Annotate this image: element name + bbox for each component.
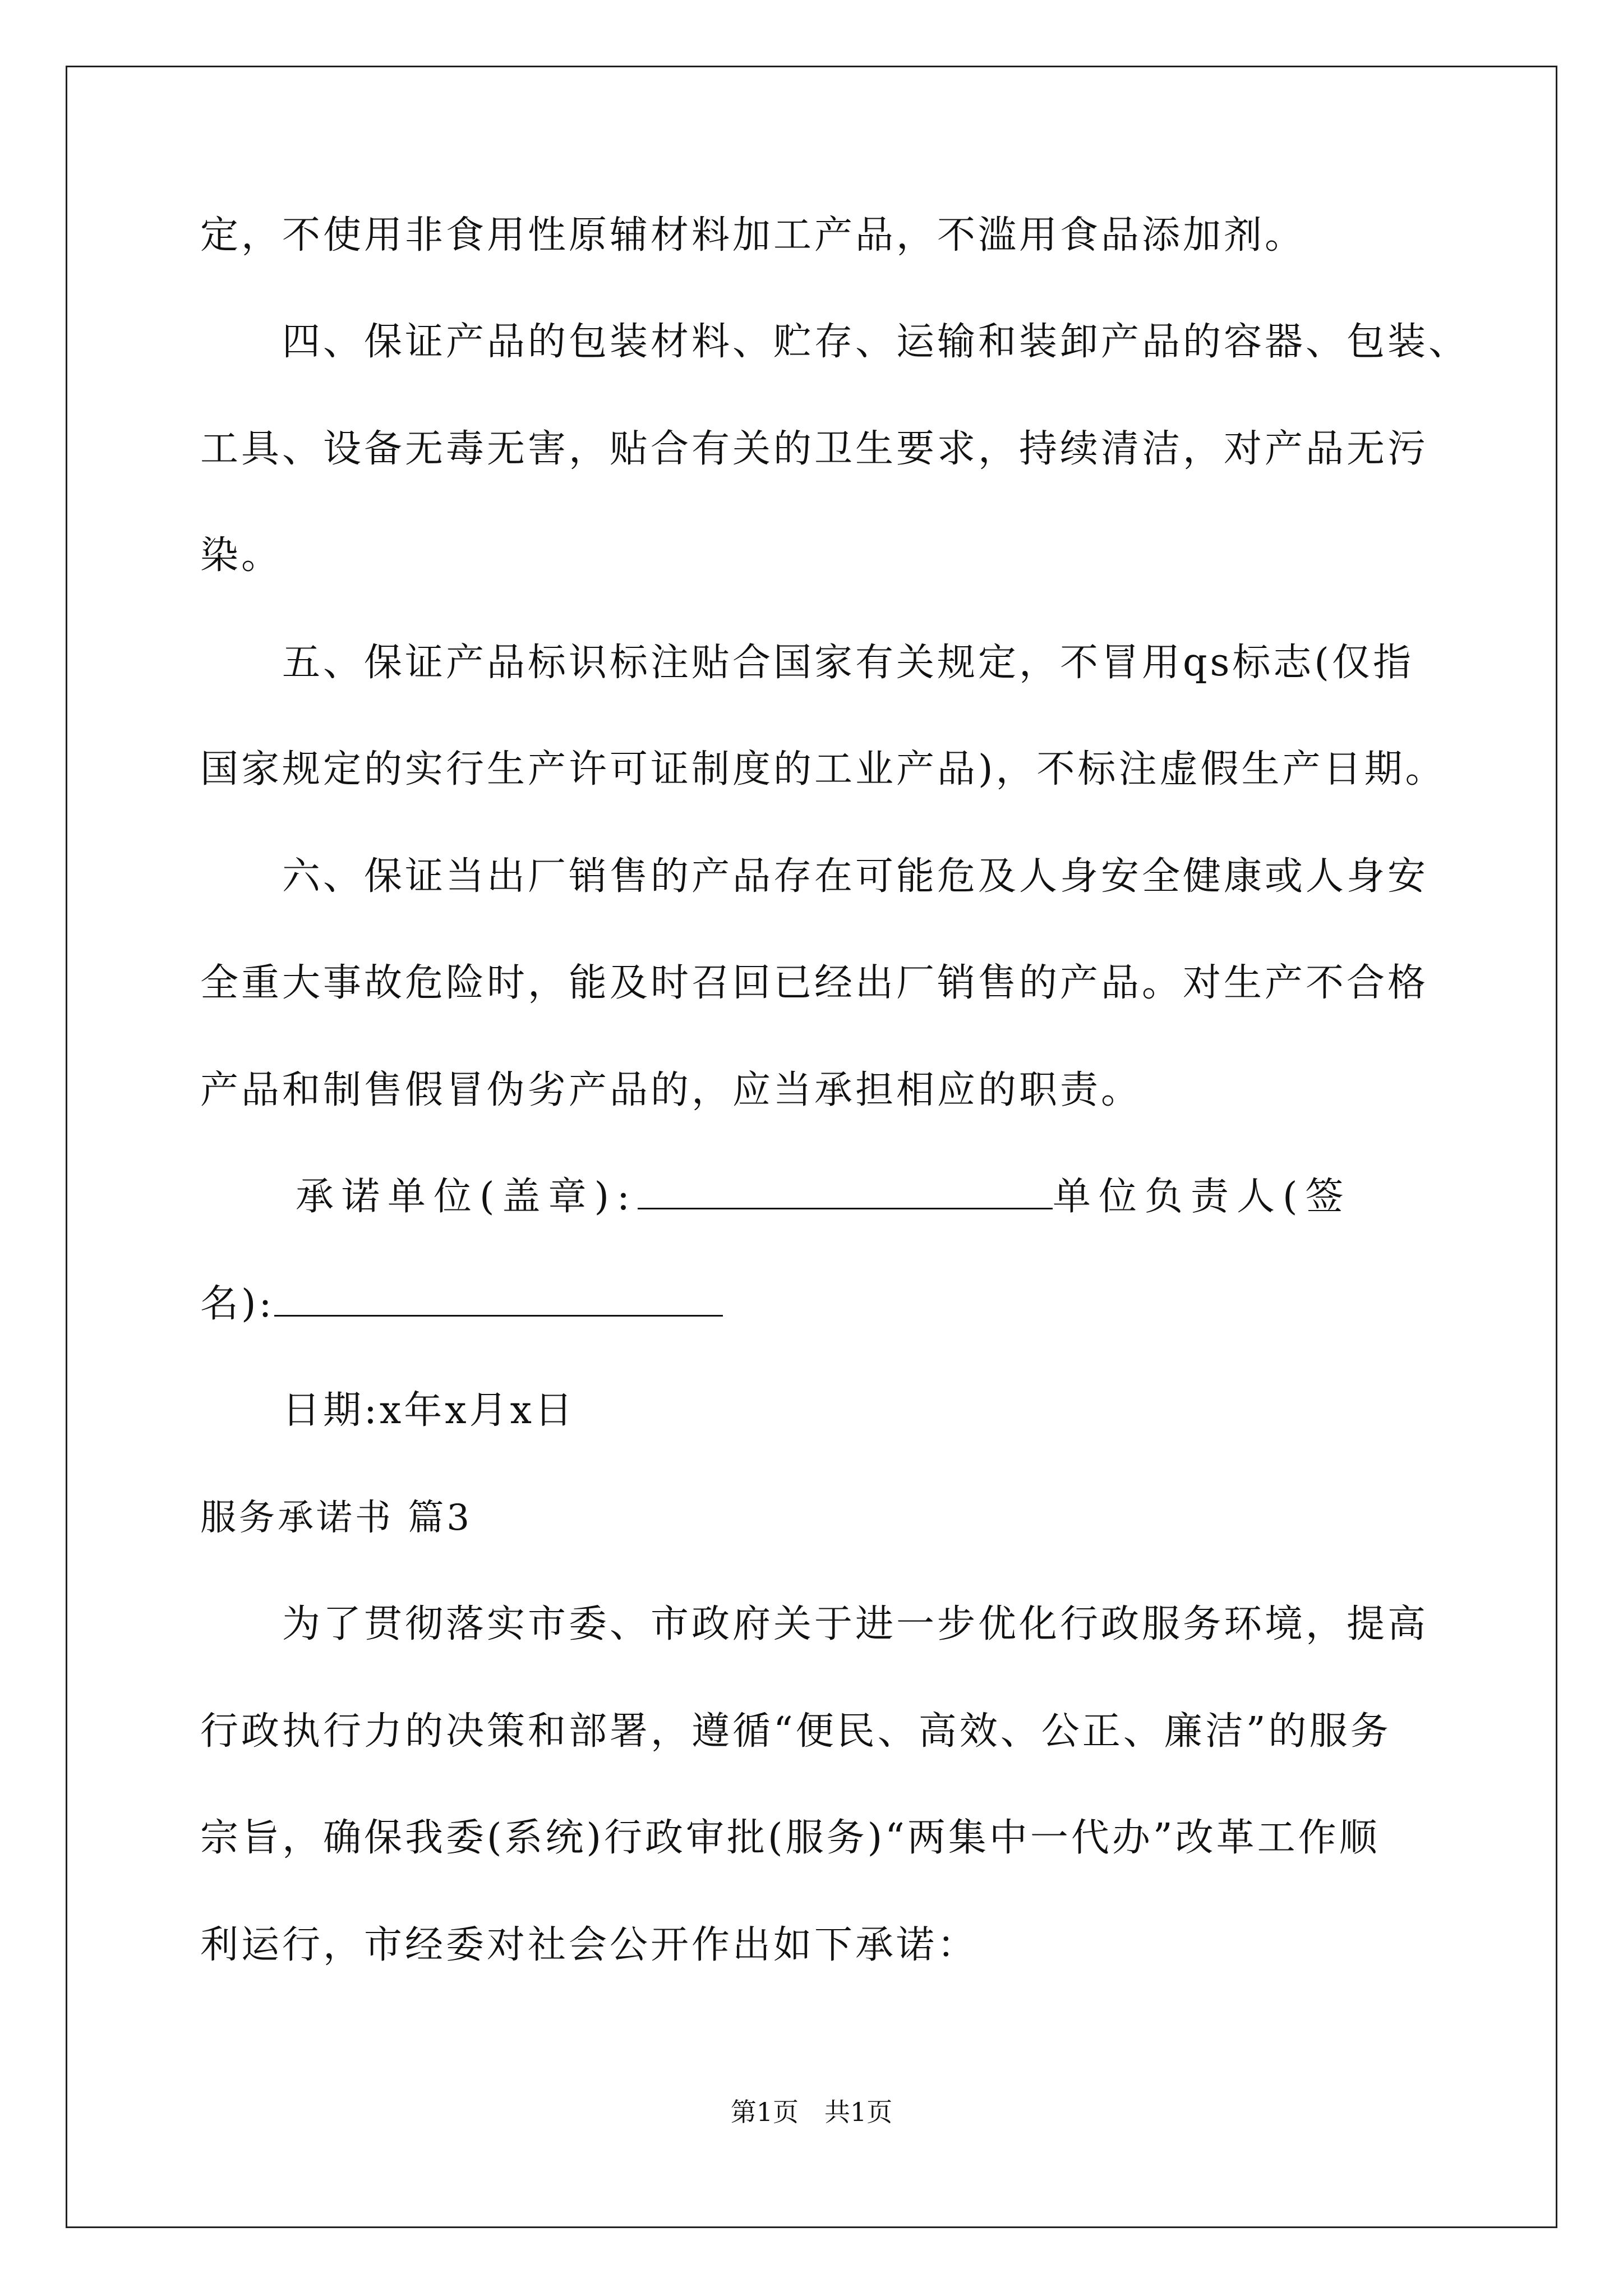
paragraph-line: 国家规定的实行生产许可证制度的工业产品)，不标注虚假生产日期。	[200, 747, 1446, 792]
paragraph-line: 利运行，市经委对社会公开作出如下承诺：	[200, 1923, 979, 1967]
page-footer: 第1页 共1页	[730, 2097, 893, 2127]
paragraph-line: 工具、设备无毒无害，贴合有关的卫生要求，持续清洁，对产品无污	[200, 427, 1429, 471]
paragraph-line: 全重大事故危险时，能及时召回已经出厂销售的产品。对生产不合格	[200, 961, 1429, 1005]
signature-line	[296, 1170, 1352, 1224]
paragraph-line: 六、保证当出厂销售的产品存在可能危及人身安全健康或人身安	[282, 854, 1429, 899]
paragraph-line: 行政执行力的决策和部署，遵循“便民、高效、公正、廉洁”的服务	[200, 1709, 1391, 1754]
paragraph-line: 为了贯彻落实市委、市政府关于进一步优化行政服务环境，提高	[282, 1602, 1429, 1646]
sign-unit-blank	[638, 1174, 1053, 1209]
sign-person-label: 单位负责人(签	[1052, 1175, 1352, 1219]
sign-person-label-cont: 名):	[200, 1282, 275, 1326]
paragraph-line: 定，不使用非食用性原辅材料加工产品，不滥用食品添加剂。	[200, 213, 1306, 257]
page-border	[66, 66, 1557, 2228]
paragraph-line: 四、保证产品的包装材料、贮存、运输和装卸产品的容器、包装、	[282, 320, 1470, 364]
date-line: 日期:x年x月x日	[282, 1388, 575, 1433]
section-title: 服务承诺书 篇3	[200, 1497, 473, 1539]
paragraph-line: 宗旨，确保我委(系统)行政审批(服务)“两集中一代办”改革工作顺	[200, 1816, 1380, 1860]
paragraph-line: 五、保证产品标识标注贴合国家有关规定，不冒用qs标志(仅指	[282, 641, 1414, 685]
sign-unit-label: 承诺单位(盖章):	[296, 1175, 638, 1219]
signature-line-cont	[200, 1277, 723, 1331]
paragraph-line: 染。	[200, 533, 283, 578]
paragraph-line: 产品和制售假冒伪劣产品的，应当承担相应的职责。	[200, 1068, 1142, 1112]
sign-person-blank	[274, 1281, 723, 1317]
